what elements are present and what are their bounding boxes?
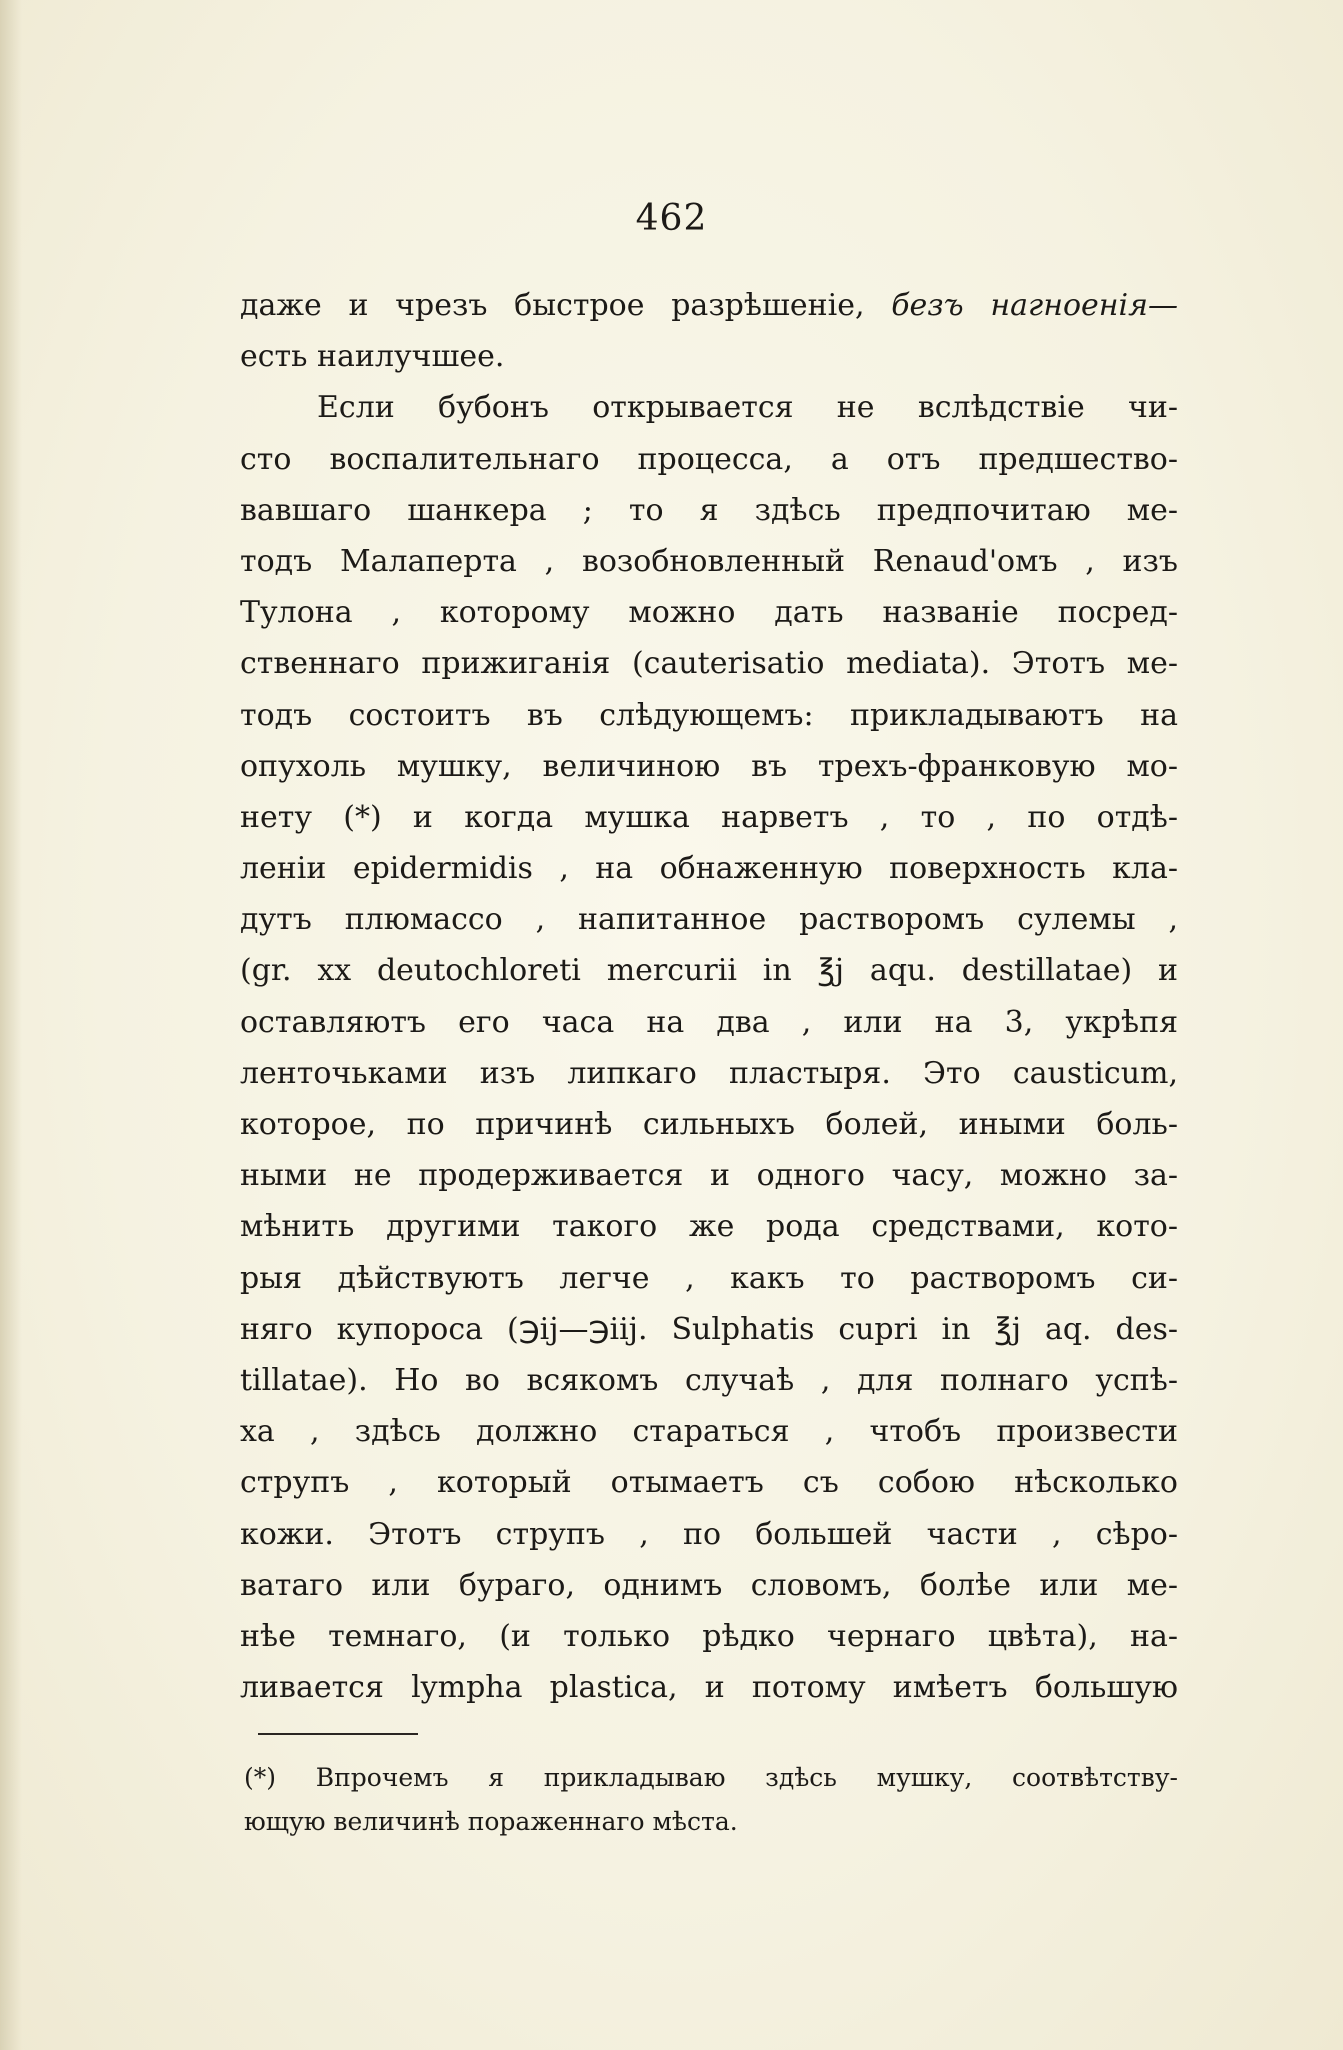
text-line: ственнаго прижиганія (cauterisatio mediata). Этотъ ме- [240,646,1178,682]
text-line: есть наилучшее. [240,339,505,375]
page-gutter-shadow [0,0,22,2050]
text-line: Тулона , которому можно дать названіе посред- [240,595,1178,631]
text-line: ха , здѣсь должно стараться , чтобъ произвести [240,1414,1178,1450]
text-line: няго купороса (℈ij—℈iij. Sulphatis cupri in ℥j aq. des- [240,1311,1178,1347]
text-line: оставляютъ его часа на два , или на 3, укрѣпя [240,1004,1178,1040]
text-line: ными не продерживается и одного часу, можно за- [240,1158,1178,1194]
text-line: нету (*) и когда мушка нарветъ , то , по отдѣ- [240,799,1178,835]
text-line: тодъ состоитъ въ слѣдующемъ: прикладываютъ на [240,697,1178,733]
text-line: опухоль мушку, величиною въ трехъ-франковую мо- [240,748,1178,784]
text-line: мѣнить другими такого же рода средствами, кото- [240,1209,1178,1245]
text-line: нѣе темнаго, (и только рѣдко чернаго цвѣта), на- [240,1618,1178,1654]
text-line: кожи. Этотъ струпъ , по большей части , сѣро- [240,1516,1178,1552]
text-line: даже и чрезъ быстрое разрѣшеніе, безъ нагноенія— [240,288,1178,323]
text-line: дутъ плюмассо , напитанное растворомъ сулемы , [240,902,1178,938]
text-line: леніи epidermidis , на обнаженную поверхность кла- [240,851,1178,887]
text-line: ливается lympha plastica, и потому имѣетъ большую [240,1670,1178,1706]
text-line: tillatae). Но во всякомъ случаѣ , для полнаго успѣ- [240,1362,1178,1398]
text-line: сто воспалительнаго процесса, а отъ предшество- [240,441,1178,477]
text-line: вавшаго шанкера ; то я здѣсь предпочитаю ме- [240,492,1178,528]
text-line: рыя дѣйствуютъ легче , какъ то растворомъ си- [240,1260,1178,1296]
footnote-line: ющую величинѣ пораженнаго мѣста. [244,1807,738,1836]
main-text [240,280,1178,1713]
text-line: ленточьками изъ липкаго пластыря. Это causticum, [240,1055,1178,1091]
italic-phrase: безъ нагноенія— [891,288,1178,323]
text-line: которое, по причинѣ сильныхъ болей, иными боль- [240,1107,1178,1142]
text-line: ватаго или бураго, однимъ словомъ, болѣе или ме- [240,1567,1178,1603]
text-line: (gr. xx deutochloreti mercurii in ℥j aqu. destillatae) и [240,953,1178,989]
footnote-divider [258,1733,418,1735]
page-number: 462 [635,198,708,239]
footnote [244,1756,1178,1844]
text-line: струпъ , который отымаетъ съ собою нѣсколько [240,1465,1178,1501]
text-line: тодъ Малаперта , возобновленный Renaud'омъ , изъ [240,543,1178,579]
paragraph-first-line: Если бубонъ открывается не вслѣдствіе чи- [317,390,1178,426]
footnote-line: (*) Впрочемъ я прикладываю здѣсь мушку, соотвѣтству- [244,1763,1178,1792]
